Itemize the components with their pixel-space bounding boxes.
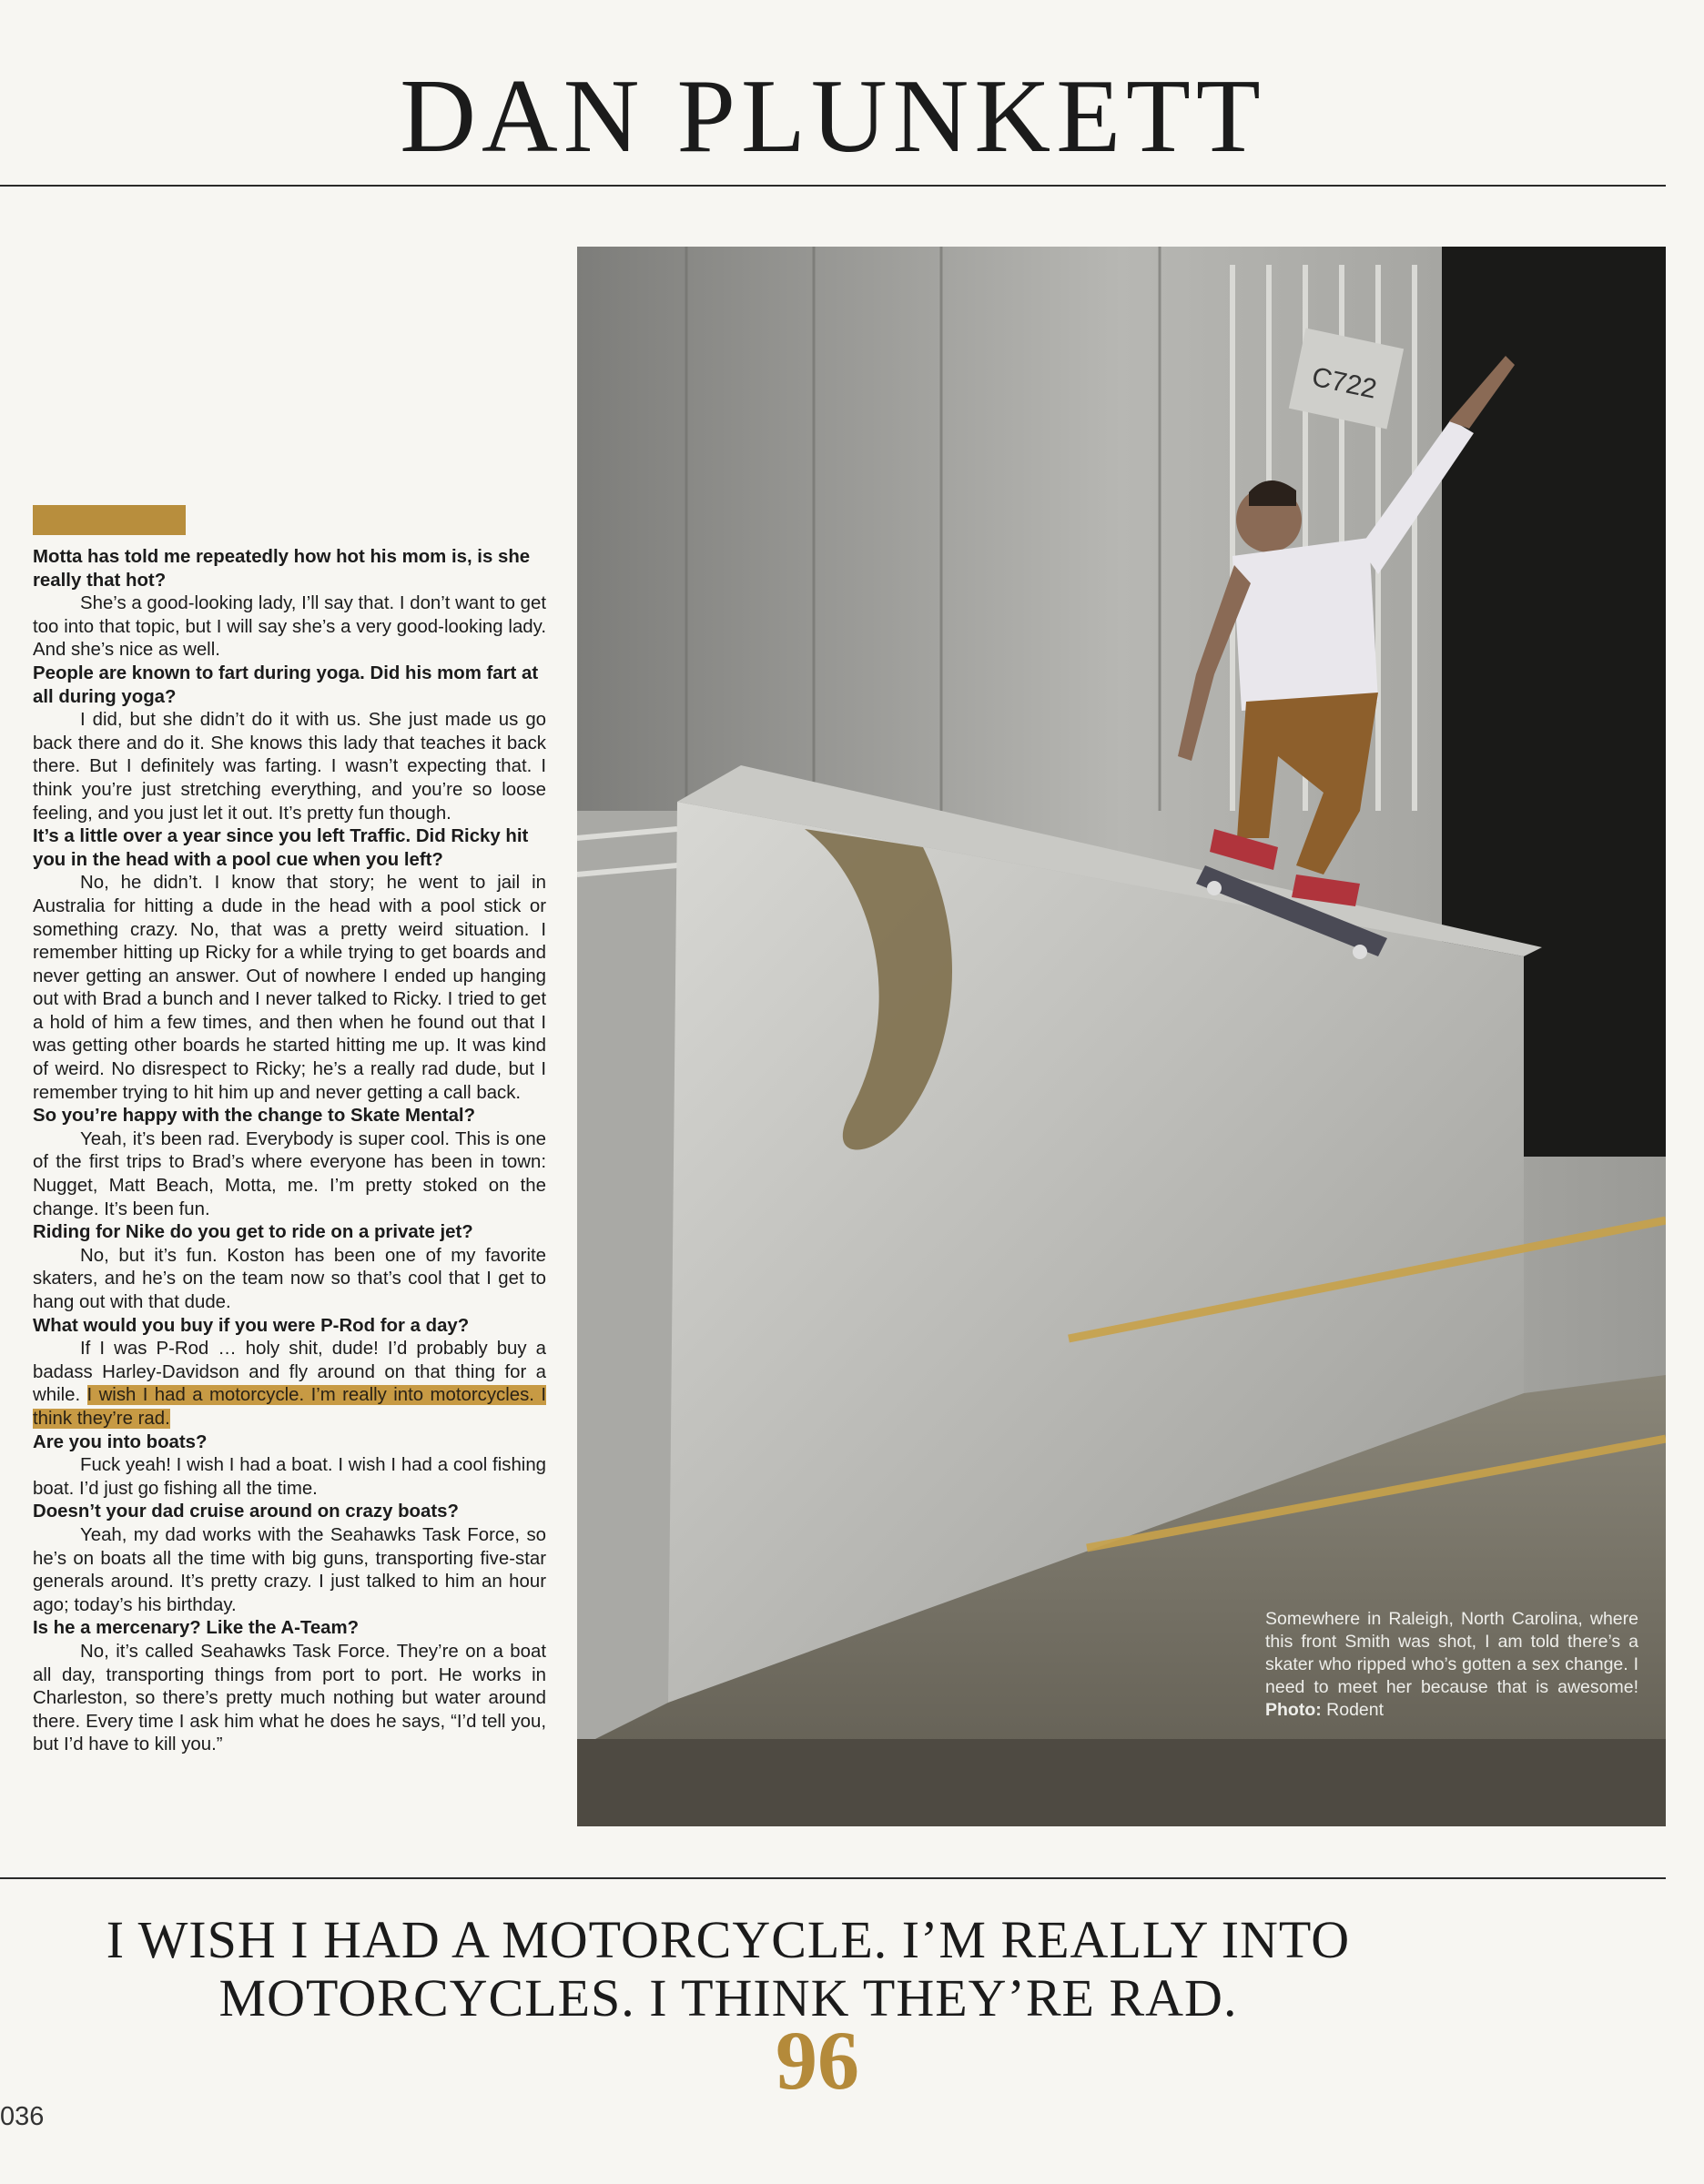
- highlighted-quote: I wish I had a motorcycle. I’m really into motorcycles. I think they’re rad.: [33, 1385, 546, 1429]
- answer-3: No, he didn’t. I know that story; he went to jail in Australia for hitting a dude in the head with a pool stick or something crazy. No, that was a pretty weird situation. I remember hitting up Ricky for a while trying to get boards and never getting an answer. Out of nowhere I ended up hanging out with Brad a bunch and I never talked to Ricky. I tried to get a hold of him a few times, and then when he found out that I was getting other boards he started hitting me up. It was kind of weird. No disrespect to Ricky; he’s a really rad dude, but I remember trying to hit him up and never getting a call back.: [33, 873, 546, 1103]
- answer-9: No, it’s called Seahawks Task Force. They’re on a boat all day, transporting things from port to port. He works in Charleston, so there’s pretty much nothing but water around there. Every time I ask him what he does he says, “I’d tell you, but I’d have to kill you.”: [33, 1641, 546, 1755]
- answer-8: Yeah, my dad works with the Seahawks Task Force, so he’s on boats all the time with big guns, transporting five-star generals around. It’s pretty crazy. I just talked to him an hour ago; today’s his birthday.: [33, 1524, 546, 1615]
- question-7: Are you into boats?: [33, 1431, 208, 1452]
- credit-name: Rodent: [1326, 1700, 1384, 1720]
- sign-text: C722: [1309, 361, 1380, 405]
- question-8: Doesn’t your dad cruise around on crazy boats?: [33, 1502, 459, 1522]
- interview-column: [33, 499, 546, 1757]
- question-3: It’s a little over a year since you left Traffic. Did Ricky hit you in the head with a pool cue when you left?: [33, 826, 529, 870]
- quote-mark-icon: 96: [776, 2014, 859, 2107]
- answer-4: Yeah, it’s been rad. Everybody is super cool. This is one of the first trips to Brad’s where everyone has been in town: Nugget, Matt Beach, Motta, me. I’m pretty stoked on the change. It’s been fun.: [33, 1128, 546, 1219]
- answer-1: She’s a good-looking lady, I’ll say that. I don’t want to get too into that topic, but I will say she’s a very good-looking lady. And she’s nice as well.: [33, 593, 546, 661]
- bottom-rule: [0, 1877, 1666, 1879]
- caption-text: Somewhere in Raleigh, North Carolina, where this front Smith was shot, I am told there’s a skater who ripped who’s gotten a sex change. I need to meet her because that is awesome!: [1265, 1609, 1638, 1697]
- question-4: So you’re happy with the change to Skate Mental?: [33, 1106, 476, 1127]
- pull-quote: [0, 1911, 1456, 2027]
- credit-label: Photo:: [1265, 1700, 1322, 1720]
- photo-illustration: [577, 247, 1666, 1826]
- pull-quote-line-1: I WISH I HAD A MOTORCYCLE. I’M REALLY INTO: [106, 1910, 1351, 1969]
- skate-photo: [577, 247, 1666, 1826]
- answer-6-text: If I was P-Rod … holy shit, dude! I’d probably buy a badass Harley-Davidson and fly around on that thing for a while.: [33, 1339, 546, 1406]
- top-rule: [0, 185, 1666, 187]
- question-6: What would you buy if you were P-Rod for a day?: [33, 1315, 470, 1336]
- question-2: People are known to fart during yoga. Did his mom fart at all during yoga?: [33, 662, 539, 707]
- answer-6: [33, 1338, 546, 1431]
- question-5: Riding for Nike do you get to ride on a private jet?: [33, 1222, 473, 1243]
- answer-5: No, but it’s fun. Koston has been one of my favorite skaters, and he’s on the team now so that’s cool that I get to hang out with that dude.: [33, 1245, 546, 1312]
- answer-7: Fuck yeah! I wish I had a boat. I wish I had a cool fishing boat. I’d just go fishing all the time.: [33, 1455, 546, 1499]
- question-9: Is he a mercenary? Like the A-Team?: [33, 1618, 360, 1639]
- answer-2: I did, but she didn’t do it with us. She just made us go back there and do it. She knows this lady that teaches it back there. But I definitely was farting. I wasn’t expecting that. I think you’re just stretching everything, and you’re so loose feeling, and you just let it out. It’s pretty fun though.: [33, 710, 546, 824]
- page-number: 036: [0, 2102, 45, 2131]
- question-1: Motta has told me repeatedly how hot his mom is, is she really that hot?: [33, 547, 531, 591]
- article-title: DAN PLUNKETT: [400, 58, 1266, 175]
- photo-caption: [1265, 1608, 1638, 1722]
- pull-quote-line-2: MOTORCYCLES. I THINK THEY’RE RAD.: [218, 1968, 1238, 2027]
